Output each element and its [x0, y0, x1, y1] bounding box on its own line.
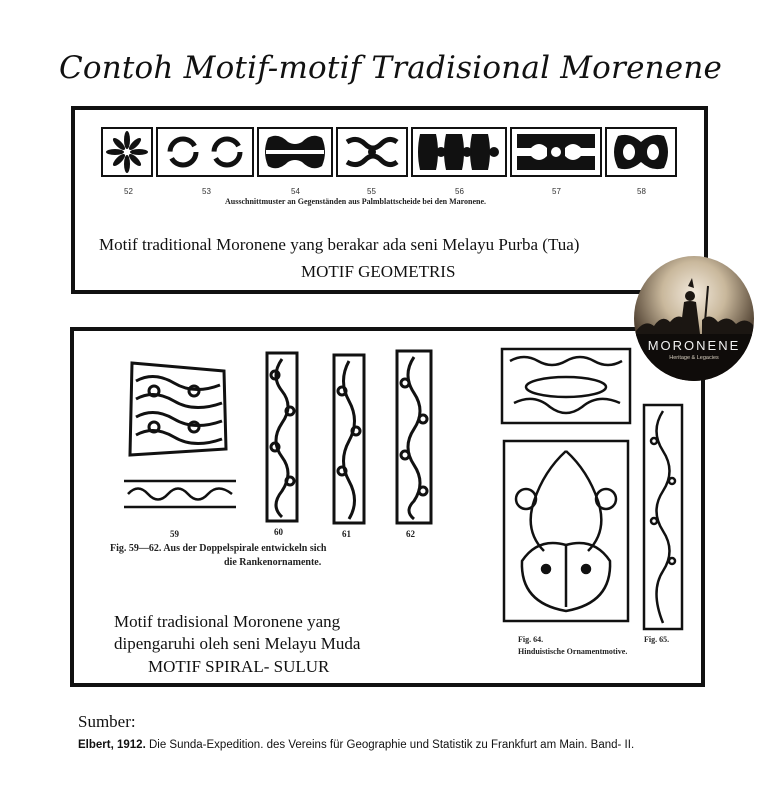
- motif-number: 58: [637, 187, 646, 196]
- motif-number: 57: [552, 187, 561, 196]
- spiral-caption-line2: die Rankenornamente.: [224, 557, 322, 568]
- fig-65-label: Fig. 65.: [644, 635, 670, 644]
- motif-64-large-panel: [504, 441, 628, 621]
- motif-55-scroll: [337, 128, 407, 176]
- source-author: Elbert, 1912.: [78, 739, 146, 751]
- warrior-silhouette-icon: [634, 256, 754, 381]
- spiral-motif-panel: [70, 327, 705, 687]
- geometric-description: Motif traditional Moronene yang berakar ada seni Melayu Purba (Tua): [99, 235, 580, 254]
- source-heading: Sumber:: [78, 712, 136, 731]
- geometric-label: MOTIF GEOMETRIS: [301, 262, 456, 281]
- logo-tagline: Heritage & Legacies: [669, 355, 719, 361]
- motif-number: 54: [291, 187, 300, 196]
- motif-59-spiral-band: [130, 363, 226, 455]
- motif-52-star: [102, 128, 152, 176]
- motif-65-vertical-band: [644, 405, 682, 629]
- fig-61-number: 61: [342, 529, 351, 539]
- page-title: Contoh Motif-motif Tradisional Morenene: [58, 50, 723, 86]
- geometric-figure-caption: Ausschnittmuster an Gegenständen aus Palmblattscheide bei den Maronene.: [225, 197, 487, 206]
- motif-64-top-band: [502, 349, 630, 423]
- motif-57-hooks: [511, 128, 601, 176]
- motif-54-bone: [258, 128, 332, 176]
- motif-60-vertical: [267, 353, 297, 521]
- spiral-label: MOTIF SPIRAL- SULUR: [148, 657, 330, 676]
- motif-56-blocks: [412, 128, 506, 176]
- motif-number: 53: [202, 187, 211, 196]
- motif-number: 56: [455, 187, 464, 196]
- motif-59-lower-band: [124, 481, 236, 507]
- motif-number: 52: [124, 187, 133, 196]
- spiral-description-line2: dipengaruhi oleh seni Melayu Muda: [114, 634, 361, 653]
- motif-62-vertical: [397, 351, 431, 523]
- motif-61-vertical: [334, 355, 364, 523]
- motif-53-circles: [157, 128, 253, 176]
- motif-58-loops: [606, 128, 676, 176]
- fig-60-number: 60: [274, 527, 283, 537]
- motif-number: 55: [367, 187, 376, 196]
- source-reference: [78, 739, 634, 751]
- fig-64-label: Fig. 64.: [518, 635, 544, 644]
- fig-62-number: 62: [406, 529, 415, 539]
- spiral-caption-line1: Fig. 59—62. Aus der Doppelspirale entwickeln sich: [110, 543, 327, 554]
- hindu-ornament-caption: Hinduistische Ornamentmotive.: [518, 647, 628, 656]
- fig-59-number: 59: [170, 529, 179, 539]
- logo-name: MORONENE: [647, 338, 741, 353]
- geometric-motif-panel: [71, 106, 708, 294]
- moronene-logo: [634, 256, 754, 381]
- geometric-motif-strip: [75, 110, 704, 200]
- source-text: Die Sunda-Expedition. des Vereins für Geographie und Statistik zu Frankfurt am Main. Band- II.: [148, 739, 635, 751]
- spiral-description-line1: Motif tradisional Moronene yang: [114, 612, 341, 631]
